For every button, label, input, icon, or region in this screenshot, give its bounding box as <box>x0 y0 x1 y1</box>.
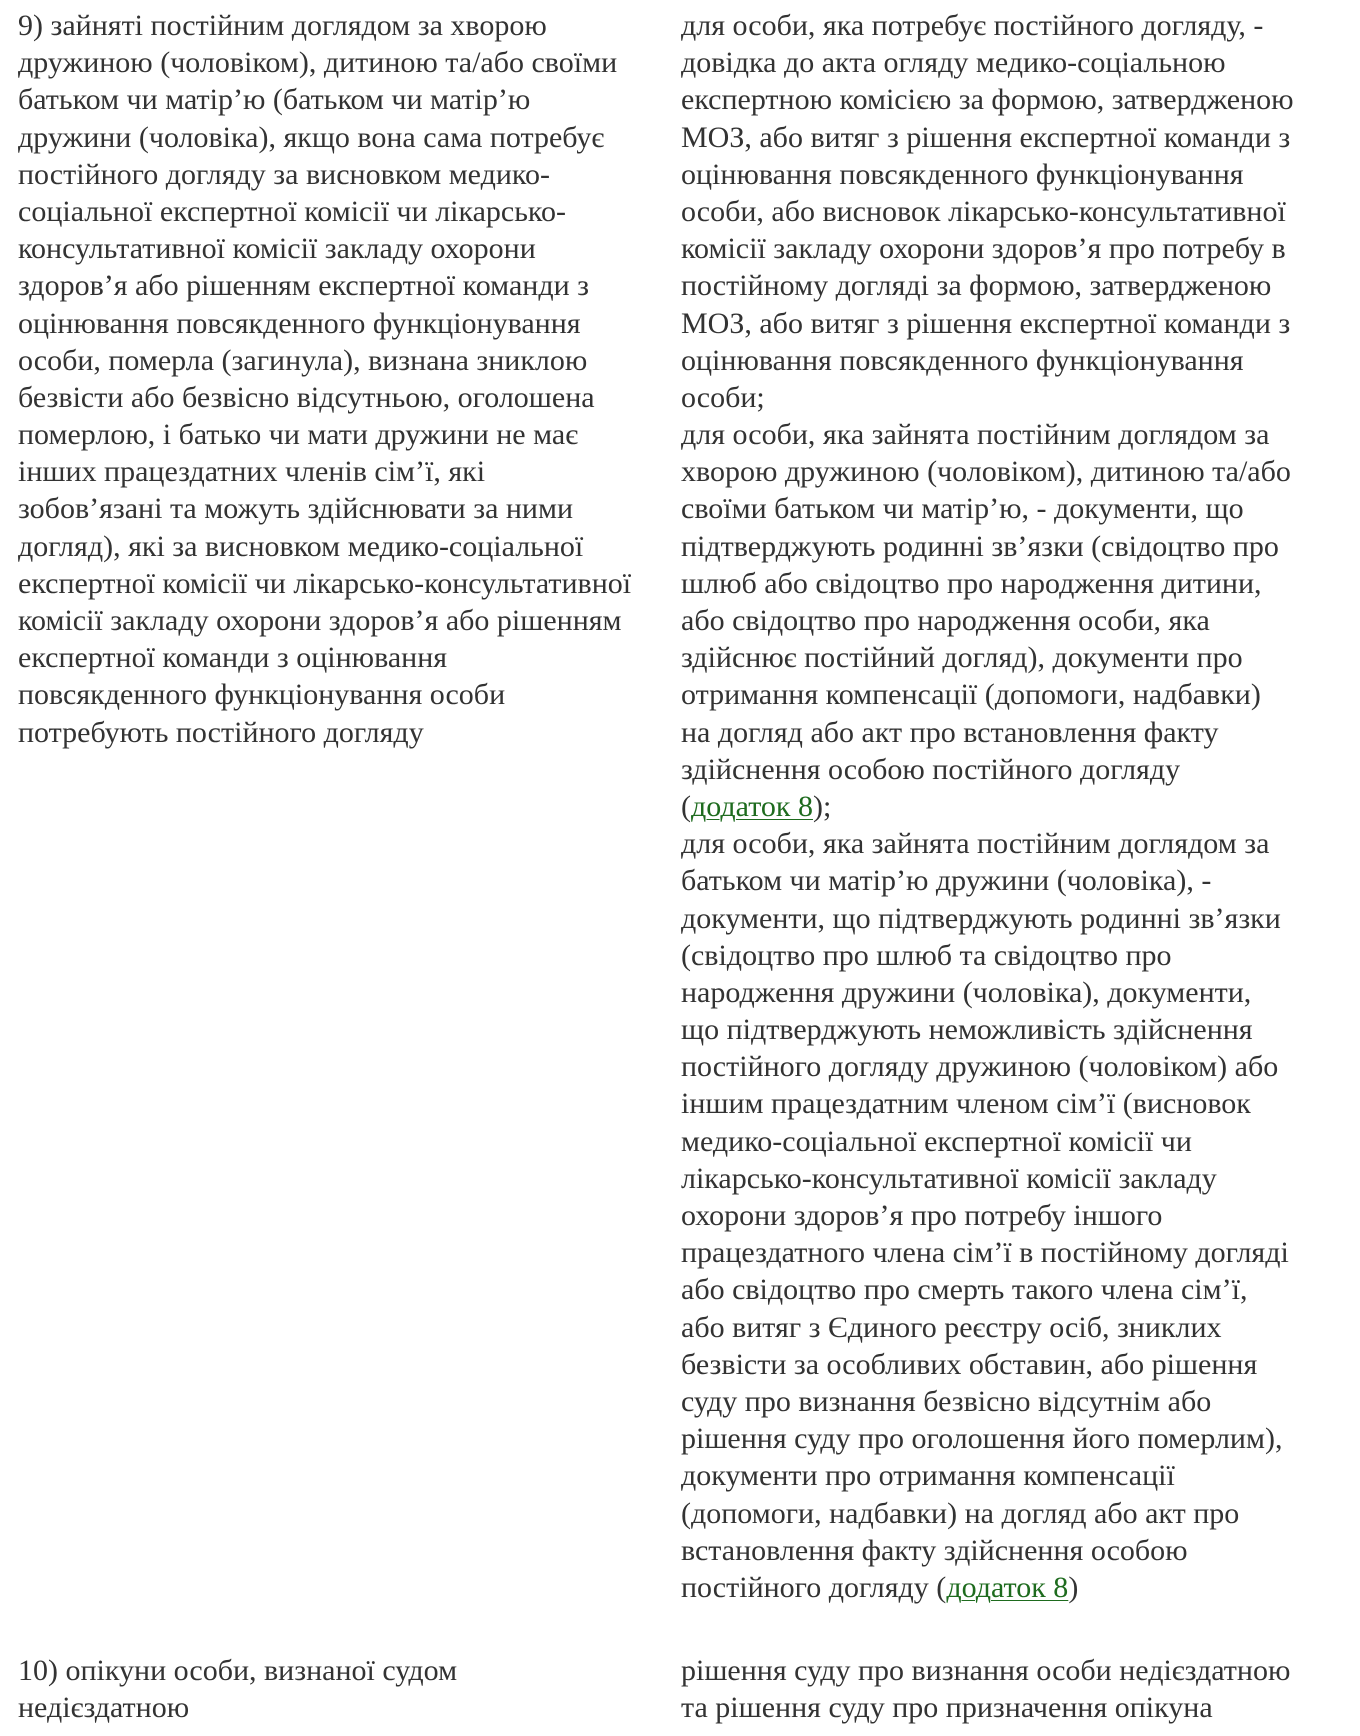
text-line: народження дружини (чоловіка), документи, <box>681 975 1252 1009</box>
text-line: оцінювання повсякденного функціонування <box>681 157 1244 191</box>
text-line: здоров’я або рішенням експертної команди з <box>18 269 589 303</box>
text-line: або свідоцтво про народження особи, яка <box>681 604 1210 637</box>
text-line: охорони здоров’я про потребу іншого <box>681 1199 1163 1232</box>
text-line: для особи, яка зайнята постійним доглядом за <box>681 418 1270 452</box>
text-line: МОЗ, або витяг з рішення експертної команди з <box>681 120 1291 154</box>
text-line: експертної комісії чи лікарсько-консультативної <box>18 566 632 600</box>
appendix-8-link[interactable]: додаток 8 <box>946 1570 1069 1604</box>
category-cell <box>18 7 678 751</box>
text-line: експертною комісією за формою, затвердженою <box>681 83 1294 117</box>
text-line: дружини (чоловіка), якщо вона сама потребує <box>18 120 605 154</box>
text-line: 9) зайняті постійним доглядом за хворою <box>18 9 547 42</box>
text-line: експертної команди з оцінювання <box>18 641 448 675</box>
documents-cell <box>681 7 1360 1606</box>
link-suffix: ); <box>813 789 832 823</box>
text-line: безвісти або безвісно відсутньою, оголошена <box>18 380 595 414</box>
text-line: довідка до акта огляду медико-соціальною <box>681 46 1226 80</box>
text-line: здійснює постійний догляд), документи про <box>681 641 1243 675</box>
text-line: (допомоги, надбавки) на догляд або акт про <box>681 1496 1240 1530</box>
text-line-with-link <box>681 1569 1360 1606</box>
text-line: документи, що підтверджують родинні зв’язки <box>681 901 1281 935</box>
text-line: постійного догляду за висновком медико- <box>18 157 550 191</box>
text-line: лікарсько-консультативної комісії закладу <box>681 1161 1217 1195</box>
text-line: здійснення особою постійного догляду <box>681 752 1181 786</box>
text-line: шлюб або свідоцтво про народження дитини, <box>681 566 1262 600</box>
text-line: для особи, яка зайнята постійним доглядом за <box>681 827 1270 861</box>
text-line: безвісти за особливих обставин, або рішення <box>681 1347 1258 1381</box>
text-line: на догляд або акт про встановлення факту <box>681 715 1219 749</box>
text-line: рішення суду про оголошення його померлим), <box>681 1422 1283 1456</box>
text-line-with-link <box>681 788 1360 825</box>
text-line: недієздатною <box>18 1691 190 1725</box>
text-line: комісії закладу охорони здоров’я або рішенням <box>18 604 622 637</box>
text-line: що підтверджують неможливість здійснення <box>681 1013 1253 1047</box>
text-line: своїми батьком чи матір’ю, - документи, що <box>681 492 1244 526</box>
link-suffix: ) <box>1068 1570 1079 1604</box>
text-line: іншим працездатним членом сім’ї (висновок <box>681 1087 1251 1121</box>
text-line: зобов’язані та можуть здійснювати за ними <box>18 492 574 526</box>
text-line: для особи, яка потребує постійного догляду, - <box>681 9 1264 42</box>
text-line: оцінювання повсякденного функціонування <box>18 306 581 340</box>
text-line: соціальної експертної комісії чи лікарсько- <box>18 194 566 228</box>
link-prefix: ( <box>681 789 691 823</box>
text-line: встановлення факту здійснення особою <box>681 1533 1188 1567</box>
text-line: рішення суду про визнання особи недієздатною <box>681 1654 1291 1687</box>
text-line: 10) опікуни особи, визнаної судом <box>18 1654 458 1687</box>
text-line: МОЗ, або витяг з рішення експертної команди з <box>681 306 1291 340</box>
text-line: батьком чи матір’ю (батьком чи матір’ю <box>18 83 531 117</box>
text-line: отримання компенсації (допомоги, надбавки) <box>681 678 1261 712</box>
category-cell <box>18 1652 678 1726</box>
text-line: консультативної комісії закладу охорони <box>18 232 536 266</box>
text-line: медико-соціальної експертної комісії чи <box>681 1124 1192 1158</box>
text-line: батьком чи матір’ю дружини (чоловіка), - <box>681 864 1212 898</box>
text-line: хворою дружиною (чоловіком), дитиною та/або <box>681 455 1291 489</box>
text-line: померлою, і батько чи мати дружини не має <box>18 418 579 452</box>
text-line: постійному догляді за формою, затвердженою <box>681 269 1272 303</box>
text-line: догляд), які за висновком медико-соціальної <box>18 529 584 563</box>
text-line: документи про отримання компенсації <box>681 1459 1175 1493</box>
text-line: постійного догляду дружиною (чоловіком) або <box>681 1050 1279 1084</box>
text-line: суду про визнання безвісно відсутнім або <box>681 1384 1212 1418</box>
documents-cell <box>681 1652 1360 1726</box>
text-line: (свідоцтво про шлюб та свідоцтво про <box>681 938 1172 972</box>
text-line: особи; <box>681 380 765 414</box>
text-line: особи, померла (загинула), визнана зниклою <box>18 343 588 377</box>
text-line: повсякденного функціонування особи <box>18 678 506 712</box>
appendix-8-link[interactable]: додаток 8 <box>691 789 813 823</box>
text-line: або свідоцтво про смерть такого члена сім’ї, <box>681 1273 1248 1307</box>
text-line: підтверджують родинні зв’язки (свідоцтво про <box>681 529 1279 563</box>
link-prefix: постійного догляду ( <box>681 1570 947 1604</box>
text-line: або витяг з Єдиного реєстру осіб, зниклих <box>681 1310 1222 1344</box>
text-line: оцінювання повсякденного функціонування <box>681 343 1244 377</box>
text-line: працездатного члена сім’ї в постійному догляді <box>681 1236 1289 1270</box>
text-line: потребують постійного догляду <box>18 715 424 749</box>
text-line: комісії закладу охорони здоров’я про потребу в <box>681 232 1286 266</box>
text-line: та рішення суду про призначення опікуна <box>681 1691 1213 1725</box>
text-line: дружиною (чоловіком), дитиною та/або своїми <box>18 46 618 80</box>
text-line: особи, або висновок лікарсько-консультативної <box>681 194 1286 228</box>
text-line: інших працездатних членів сім’ї, які <box>18 455 486 489</box>
